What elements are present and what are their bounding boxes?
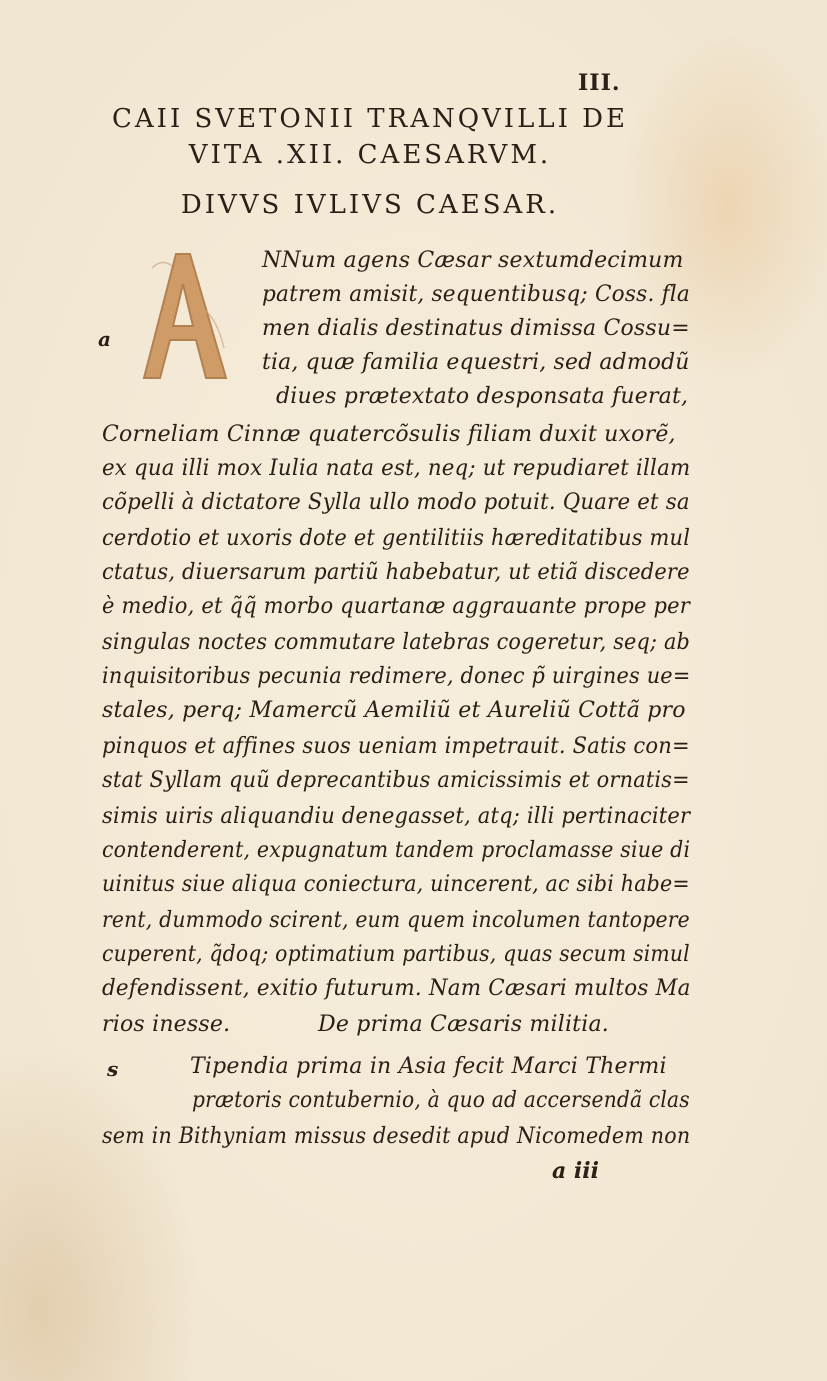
marginal-letter-s: s [107, 1057, 119, 1081]
text-line-14: stales, perq; Mamercũ Aemiliũ et Aureliũ Cottã pro [102, 698, 686, 723]
text-line-21: cuperent, q̃doq; optimatium partibus, quas secum simul [102, 942, 690, 967]
text-line-18: contenderent, expugnatum tandem proclamasse siue di [102, 838, 691, 863]
text-line-8: cõpelli à dictatore Sylla ullo modo potuit. Quare et sa [102, 490, 690, 515]
text-line-22: defendissent, exitio futurum. Nam Cæsari multos Ma [102, 976, 691, 1001]
text-line-23: rios inesse. [102, 1012, 231, 1037]
text-line-17: simis uiris aliquandiu denegasset, atq; illi pertinaciter [102, 804, 691, 829]
text-line-4: tia, quæ familia equestri, sed admodũ [262, 350, 690, 375]
text-line-1: NNum agens Cæsar sextumdecimum [262, 248, 684, 273]
text-line-15: pinquos et affines suos ueniam impetrauit. Satis con= [102, 734, 690, 759]
text-line-13: inquisitoribus pecunia redimere, donec p̃ uirgines ue= [102, 664, 691, 689]
text-line-25: prætoris contubernio, à quo ad accersendã clas [192, 1088, 690, 1113]
title-line-1: CAII SVETONII TRANQVILLI DE [112, 104, 628, 134]
text-line-11: è medio, et q̃q̃ morbo quartanæ aggrauante prope per [102, 594, 690, 619]
marginal-letter-a: a [98, 327, 111, 351]
text-line-26: sem in Bithyniam missus desedit apud Nicomedem non [102, 1124, 691, 1149]
text-line-6: Corneliam Cinnæ quatercõsulis filiam duxit uxorẽ, [102, 422, 676, 447]
text-line-9: cerdotio et uxoris dote et gentilitiis hæreditatibus mul [102, 526, 691, 551]
text-line-19: uinitus siue aliqua coniectura, uincerent, ac sibi habe= [102, 872, 690, 897]
text-line-5: diues prætextato desponsata fuerat, [276, 384, 689, 409]
section-heading-militia: De prima Cæsaris militia. [318, 1012, 609, 1037]
chapter-heading: DIVVS IVLIVS CAESAR. [180, 190, 560, 220]
text-line-3: men dialis destinatus dimissa Cossu= [262, 316, 690, 341]
title-line-2: VITA .XII. CAESARVM. [188, 140, 552, 170]
signature-mark: a iii [552, 1158, 599, 1184]
folio-number: III. [578, 70, 621, 96]
text-line-12: singulas noctes commutare latebras cogeretur, seq; ab [102, 630, 691, 655]
text-line-7: ex qua illi mox Iulia nata est, neq; ut repudiaret illam [102, 456, 691, 481]
text-line-16: stat Syllam quũ deprecantibus amicissimis et ornatis= [102, 768, 690, 793]
decorated-initial-a-icon [132, 248, 232, 388]
text-line-10: ctatus, diuersarum partiũ habebatur, ut etiã discedere [102, 560, 690, 585]
text-line-2: patrem amisit, sequentibusq; Coss. fla [262, 282, 690, 307]
text-line-24: Tipendia prima in Asia fecit Marci Thermi [190, 1054, 667, 1079]
text-line-20: rent, dummodo scirent, eum quem incolumen tantopere [102, 908, 690, 933]
